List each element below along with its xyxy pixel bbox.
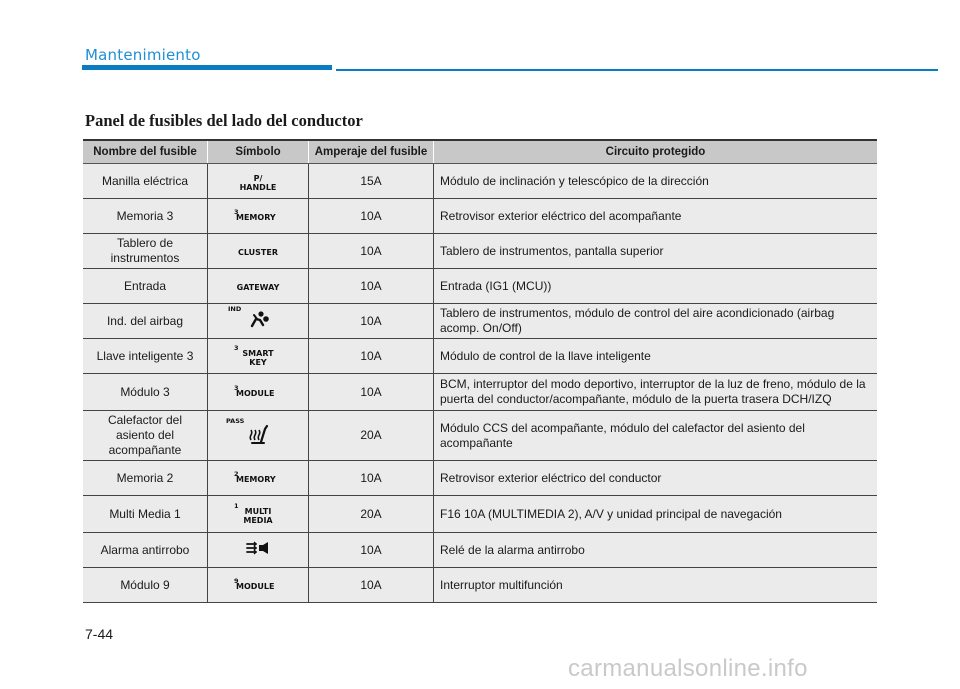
- fuse-circuit: F16 10A (MULTIMEDIA 2), A/V y unidad principal de navegación: [434, 496, 878, 533]
- table-row: [83, 234, 877, 269]
- header-accent-bar: [82, 65, 332, 70]
- fuse-name: Llave inteligente 3: [83, 339, 208, 374]
- fuse-name: Calefactor del asiento del acompañante: [83, 411, 208, 461]
- fuse-name: Alarma antirrobo: [83, 533, 208, 568]
- fuse-amperage: 10A: [309, 339, 434, 374]
- fuse-symbol: [208, 304, 309, 339]
- fuse-symbol: [208, 533, 309, 568]
- memory-symbol-icon: 2 MEMORY: [234, 469, 276, 484]
- fuse-circuit: Relé de la alarma antirrobo: [434, 533, 878, 568]
- fuse-name: Entrada: [83, 269, 208, 304]
- fuse-amperage: 10A: [309, 269, 434, 304]
- fuse-symbol: [208, 374, 309, 411]
- table-row: [83, 164, 877, 199]
- fuse-symbol: [208, 199, 309, 234]
- seat-heater-icon: PASS: [236, 423, 280, 445]
- cluster-symbol-icon: CLUSTER: [237, 247, 279, 257]
- memory-symbol-icon: 3 MEMORY: [234, 207, 276, 222]
- fuse-amperage: 10A: [309, 304, 434, 339]
- table-row: [83, 533, 877, 568]
- col-header-amperage: Amperaje del fusible: [309, 140, 434, 164]
- airbag-indicator-icon: IND: [236, 310, 280, 328]
- fuse-name: Memoria 3: [83, 199, 208, 234]
- fuse-amperage: 20A: [309, 496, 434, 533]
- watermark: carmanualsonline.info: [568, 655, 808, 682]
- fuse-name: Ind. del airbag: [83, 304, 208, 339]
- table-row: [83, 411, 877, 461]
- table-header-row: [83, 140, 877, 164]
- table-row: [83, 269, 877, 304]
- fuse-circuit: Módulo CCS del acompañante, módulo del calefactor del asiento del acompañante: [434, 411, 878, 461]
- table-row: [83, 199, 877, 234]
- fuse-amperage: 10A: [309, 461, 434, 496]
- table-row: [83, 304, 877, 339]
- fuse-amperage: 10A: [309, 374, 434, 411]
- fuse-symbol: [208, 568, 309, 603]
- fuse-circuit: Tablero de instrumentos, módulo de control del aire acondicionado (airbag acomp. On/Off): [434, 304, 878, 339]
- fuse-circuit: Interruptor multifunción: [434, 568, 878, 603]
- fuse-name: Módulo 9: [83, 568, 208, 603]
- gateway-symbol-icon: GATEWAY: [236, 282, 280, 292]
- table-row: [83, 339, 877, 374]
- fuse-symbol: [208, 234, 309, 269]
- col-header-symbol: Símbolo: [208, 140, 309, 164]
- horn-icon: [236, 541, 280, 555]
- fuse-amperage: 10A: [309, 533, 434, 568]
- col-header-circuit: Circuito protegido: [434, 140, 878, 164]
- fuse-amperage: 15A: [309, 164, 434, 199]
- fuse-amperage: 10A: [309, 568, 434, 603]
- table-row: [83, 461, 877, 496]
- fuse-circuit: BCM, interruptor del modo deportivo, interruptor de la luz de freno, módulo de la puerta del conductor/acompañante, módulo de la puerta trasera DCH/IZQ: [434, 374, 878, 411]
- fuse-circuit: Módulo de control de la llave inteligente: [434, 339, 878, 374]
- fuse-circuit: Entrada (IG1 (MCU)): [434, 269, 878, 304]
- page-number: 7-44: [85, 626, 114, 642]
- table-row: [83, 496, 877, 533]
- module-symbol-icon: 3 MODULE: [234, 383, 275, 398]
- fuse-name: Tablero de instrumentos: [83, 234, 208, 269]
- section-title: Mantenimiento: [85, 46, 201, 64]
- smart-key-symbol-icon: 3 SMART KEY: [234, 344, 274, 367]
- handle-symbol-icon: P/ HANDLE: [239, 174, 277, 192]
- header-rule: [336, 69, 938, 71]
- fuse-symbol: [208, 269, 309, 304]
- fuse-amperage: 10A: [309, 234, 434, 269]
- fuse-name: Multi Media 1: [83, 496, 208, 533]
- multimedia-symbol-icon: 1 MULTI MEDIA: [234, 502, 273, 525]
- module-symbol-icon: 9 MODULE: [234, 576, 275, 591]
- fuse-symbol: [208, 164, 309, 199]
- page-heading: Panel de fusibles del lado del conductor: [85, 111, 363, 130]
- fuse-circuit: Retrovisor exterior eléctrico del conductor: [434, 461, 878, 496]
- fuse-circuit: Retrovisor exterior eléctrico del acompañante: [434, 199, 878, 234]
- fuse-name: Memoria 2: [83, 461, 208, 496]
- fuse-symbol: [208, 411, 309, 461]
- table-row: [83, 568, 877, 603]
- fuse-amperage: 20A: [309, 411, 434, 461]
- fuse-circuit: Módulo de inclinación y telescópico de la dirección: [434, 164, 878, 199]
- fuse-symbol: [208, 339, 309, 374]
- fuse-symbol: [208, 496, 309, 533]
- fuse-symbol: [208, 461, 309, 496]
- fuse-name: Módulo 3: [83, 374, 208, 411]
- col-header-name: Nombre del fusible: [83, 140, 208, 164]
- fuse-circuit: Tablero de instrumentos, pantalla superior: [434, 234, 878, 269]
- fuse-table: [83, 139, 877, 603]
- fuse-amperage: 10A: [309, 199, 434, 234]
- table-row: [83, 374, 877, 411]
- fuse-name: Manilla eléctrica: [83, 164, 208, 199]
